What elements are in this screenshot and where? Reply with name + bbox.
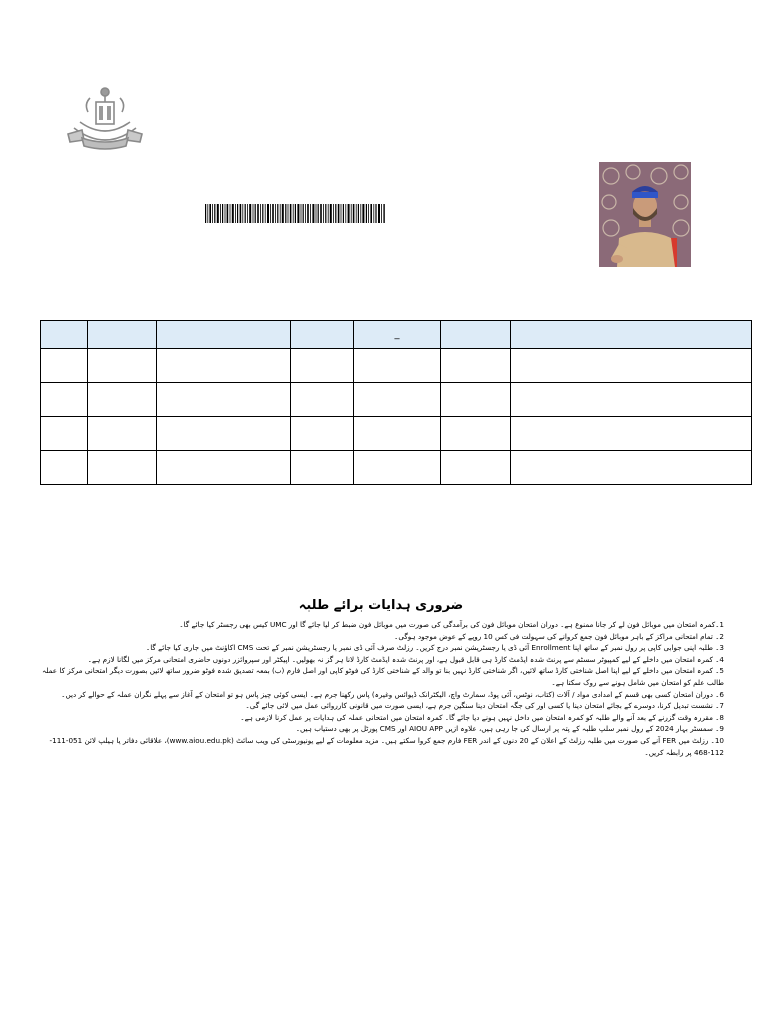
instruction-item: 7۔ نشست تبدیل کرنا، دوسرے کے بجائے امتحان دینا یا کسی اور کی جگہ امتحان دینا سنگین جرم ہے، ایسی صورت میں قانونی کارروائی عمل میں لائی جائے گی۔ [245,701,724,711]
instructions-list [38,619,724,758]
table-cell [41,349,88,383]
table-cell [88,451,157,485]
table-row [41,383,752,417]
exam-schedule-table [40,320,752,485]
table-cell [88,383,157,417]
table-cell [41,383,88,417]
instruction-item: 3۔ طلبہ اپنی جوابی کاپی پر رول نمبر کے ساتھ اپنا Enrollment آئی ڈی یا رجسٹریشن نمبر درج کریں۔ رزلٹ صرف آئی ڈی نمبر یا رجسٹریشن نمبر کے تحت CMS اکاؤنٹ میں جاری کیا جائے گا۔ [145,643,724,653]
table-header-row [41,321,752,349]
table-cell [291,417,354,451]
student-photo [599,162,691,267]
instruction-item: 9۔ سمسٹر بہار 2024 کے رول نمبر سلپ طلبہ کے پتہ پر ارسال کی جا رہی ہیں، علاوہ ازیں AIOU APP اور CMS پورٹل پر بھی دستیاب ہیں۔ [295,724,724,734]
table-cell [291,383,354,417]
table-cell [291,349,354,383]
instructions-title: ضروری ہدایات برائے طلبہ [298,598,464,613]
table-header-cell [88,321,157,349]
table-cell [441,349,511,383]
instruction-item: 2۔ تمام امتحانی مراکز کے باہر موبائل فون جمع کروانے کی سہولت فی کس 10 روپے کے عوض موجود ہوگی۔ [394,631,724,641]
table-row [41,451,752,485]
table-cell [41,451,88,485]
instruction-item: 4۔ کمرہ امتحان میں داخلے کے لیے کمپیوٹر سسٹم سے پرنٹ شدہ ایڈمٹ کارڈ ہی قابل قبول ہے، اور پرنٹ شدہ ایڈمٹ کارڈ لانا ہر گز نہ بھولیں۔ اپیکٹر اور سپروائزر دونوں حاضری امتحانی مرکز میں لگانا لازم ہے۔ [87,654,724,664]
table-cell [157,383,291,417]
instruction-item: 1۔کمرہ امتحان میں موبائل فون لے کر جانا ممنوع ہے۔ دوران امتحان موبائل فون کی برآمدگی کی صورت میں موبائل فون ضبط کر لیا جائے گا اور UMC کیس بھی رجسٹر کیا جائے گا۔ [179,620,724,629]
table-cell [88,417,157,451]
table-cell [441,383,511,417]
table-cell [88,349,157,383]
table-cell [511,417,752,451]
table-row [41,417,752,451]
table-cell [157,349,291,383]
table-cell [157,451,291,485]
table-header-cell [441,321,511,349]
barcode-icon [205,204,385,223]
instruction-item: 10۔ رزلٹ میں FER آنے کی صورت میں طلبہ رزلٹ کے اعلان کے 20 دنوں کے اندر FER فارم جمع کروا سکتے ہیں۔ مزید معلومات کے لیے یونیورسٹی کی ویب سائٹ (www.aiou.edu.pk)، علاقائی دفاتر یا ہیلپ لائن 051-111-112-468 پر رابطہ کریں۔ [49,735,724,757]
table-cell [441,417,511,451]
instruction-item: 5۔ کمرہ امتحان میں داخلے کے لیے اپنا اصل شناختی کارڈ ساتھ لائیں، اگر شناختی کارڈ نہیں بنا تو والد کے شناختی کارڈ کی فوٹو کاپی اور اصل فارم (ب) بمعہ تصدیق شدہ فوٹو ضرور ساتھ لائیں بصورت دیگر امتحانی مرکز کا عملہ طالب علم کو امتحان میں شامل ہونے سے روک سکتا ہے۔ [42,666,724,687]
instructions-section [38,598,724,758]
table-header-cell [157,321,291,349]
table-header-cell [511,321,752,349]
table-header-cell: _ [354,321,441,349]
table-cell [354,383,441,417]
table-cell [511,349,752,383]
table-cell [511,451,752,485]
table-cell [41,417,88,451]
table-header-cell [291,321,354,349]
table-header-cell [41,321,88,349]
table-cell [354,451,441,485]
table-cell [511,383,752,417]
table-cell [441,451,511,485]
university-crest-icon [60,82,150,154]
table-cell [354,417,441,451]
instruction-item: 6۔ دوران امتحان کسی بھی قسم کے امدادی مواد / آلات (کتاب، نوٹس، آئی پوڈ، سمارٹ واچ، الیکٹرانک ڈیوائس وغیرہ) پاس رکھنا جرم ہے۔ ایسی کوئی چیز پاس ہو تو امتحان کے آغاز سے پہلے نگران عملہ کے حوالے کر دیں۔ [61,689,724,699]
table-cell [157,417,291,451]
table-cell [354,349,441,383]
table-cell [291,451,354,485]
table-row [41,349,752,383]
instruction-item: 8۔ مقررہ وقت گزرنے کے بعد آنے والے طلبہ کو کمرہ امتحان میں داخل نہیں ہونے دیا جائے گا۔ کمرہ امتحان میں امتحانی عملہ کی ہدایات پر عمل کرنا لازمی ہے۔ [240,712,724,722]
